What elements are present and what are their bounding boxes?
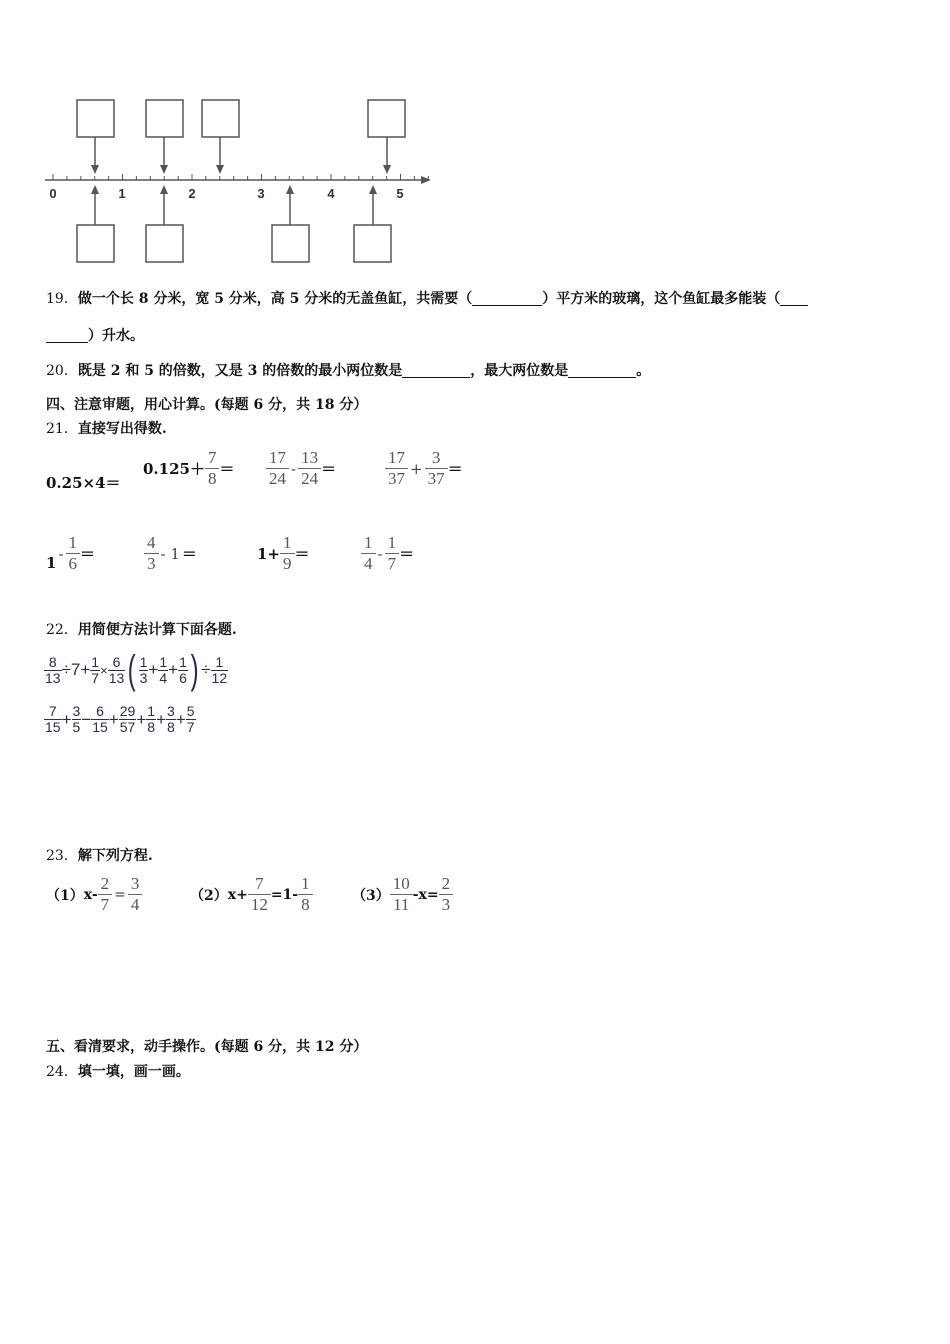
- question-24-title: 填一填，画一画。: [77, 1064, 190, 1080]
- number-line-figure: [40, 95, 440, 265]
- answer-blank[interactable]: [780, 291, 808, 306]
- answer-box-bottom-1: [77, 225, 114, 262]
- calc-expression-2: 0.125＋ $\frac{7}{8}$ ＝: [143, 448, 235, 488]
- section-4-title: 四、注意审题，用心计算。(每题 6 分，共 18 分）: [46, 397, 368, 413]
- calc-expression-7: 1+ $\frac{1}{9}$ ＝: [257, 533, 310, 573]
- tick-label-3: 3: [257, 186, 265, 201]
- fraction: $\frac{7}{12}$: [248, 874, 271, 915]
- question-19-number: 19．: [46, 291, 78, 307]
- question-22-title: 用简便方法计算下面各题.: [77, 622, 237, 638]
- question-19-text-c: ）升水。: [88, 328, 144, 344]
- tick-label-4: 4: [327, 186, 335, 201]
- simplify-expression-2: 7 15 + $\frac{3}{5}$ − $\frac{6}{15}$ + $\frac{29}{57}$ + $\frac{1}{8}$ + $\frac{3}{8}$ + $\frac{5}{7}$: [45, 703, 195, 735]
- question-19: [46, 288, 808, 308]
- fraction: $\frac{10}{11}$: [390, 874, 413, 915]
- question-22-number: 22．: [46, 622, 78, 638]
- question-19-text-a: 做一个长 8 分米，宽 5 分米，高 5 分米的无盖鱼缸，共需要（: [77, 291, 473, 307]
- fraction: $\frac{1}{9}$: [280, 533, 295, 574]
- question-20-number: 20．: [46, 363, 78, 379]
- fraction: $\frac{1}{8}$: [298, 874, 313, 915]
- answer-blank[interactable]: [402, 363, 470, 378]
- calc-expression-3: $\frac{17}{24}$ - $\frac{13}{24}$ ＝: [266, 448, 336, 489]
- calc-expression-4: $\frac{17}{37}$ + $\frac{3}{37}$ ＝: [385, 448, 463, 489]
- tick-label-0: 0: [49, 186, 57, 201]
- question-24-number: 24．: [46, 1064, 78, 1080]
- question-19-cont: [46, 325, 144, 345]
- question-22: [46, 619, 237, 639]
- question-23-number: 23．: [46, 848, 78, 864]
- answer-blank[interactable]: [568, 363, 636, 378]
- equation-3: （3） $\frac{10}{11}$ -x= $\frac{2}{3}$: [352, 874, 453, 915]
- calc-expression-1: 0.25×4＝: [46, 474, 121, 492]
- fraction: $\frac{3}{37}$: [425, 448, 448, 489]
- answer-box-bottom-3: [272, 225, 309, 262]
- fraction: $\frac{1}{4}$: [361, 533, 376, 574]
- answer-box-bottom-2: [146, 225, 183, 262]
- answer-box-top-1: [77, 100, 114, 137]
- answer-box-top-2: [146, 100, 183, 137]
- tick-label-1: 1: [118, 186, 126, 201]
- tick-label-5: 5: [396, 186, 404, 201]
- question-20-text-c: 。: [636, 363, 651, 379]
- simplify-expression-1: $\frac{8}{13}$ ÷7+ $\frac{1}{7}$ × $\frac{6}{13}$ ( 1 3 + $\frac{1}{4}$ + $\frac{1}{6}$ ) ÷ $\frac{1}{12}$: [45, 648, 228, 692]
- tick-label-2: 2: [188, 186, 196, 201]
- question-19-text-b: ）平方米的玻璃，这个鱼缸最多能装（: [542, 291, 781, 307]
- fraction: $\frac{2}{7}$: [98, 874, 113, 915]
- fraction: $\frac{2}{3}$: [439, 874, 454, 915]
- calc-expression-8: $\frac{1}{4}$ - $\frac{1}{7}$ ＝: [361, 533, 414, 574]
- fraction: $\frac{7}{8}$: [205, 448, 220, 489]
- question-23: [46, 845, 153, 865]
- section-5-title: 五、看清要求，动手操作。(每题 6 分，共 12 分）: [46, 1039, 368, 1055]
- equation-2: （2） x+ $\frac{7}{12}$ =1- $\frac{1}{8}$: [190, 874, 313, 915]
- fraction: $\frac{1}{7}$: [385, 533, 400, 574]
- question-21-number: 21．: [46, 421, 78, 437]
- question-23-title: 解下列方程.: [77, 848, 153, 864]
- answer-blank[interactable]: [472, 291, 542, 306]
- question-21: [46, 418, 167, 438]
- question-20-text-a: 既是 2 和 5 的倍数，又是 3 的倍数的最小两位数是: [77, 363, 403, 379]
- question-21-title: 直接写出得数.: [77, 421, 167, 437]
- fraction: $\frac{13}{24}$: [298, 448, 321, 489]
- answer-box-top-4: [368, 100, 405, 137]
- answer-box-top-3: [202, 100, 239, 137]
- fraction: $\frac{1}{6}$: [66, 533, 81, 574]
- question-20: [46, 360, 650, 380]
- answer-blank[interactable]: [46, 328, 88, 343]
- fraction: $\frac{17}{24}$: [266, 448, 289, 489]
- fraction: $\frac{3}{4}$: [128, 874, 143, 915]
- question-20-text-b: ，最大两位数是: [470, 363, 569, 379]
- calc-expression-5: 1 - $\frac{1}{6}$ ＝: [46, 533, 96, 573]
- calc-expression-6: $\frac{4}{3}$ - 1 ＝: [144, 533, 197, 574]
- fraction: $\frac{17}{37}$: [385, 448, 408, 489]
- equation-1: （1） x- $\frac{2}{7}$ = $\frac{3}{4}$: [46, 874, 142, 915]
- answer-box-bottom-4: [354, 225, 391, 262]
- question-24: [46, 1061, 190, 1081]
- fraction: $\frac{4}{3}$: [144, 533, 159, 574]
